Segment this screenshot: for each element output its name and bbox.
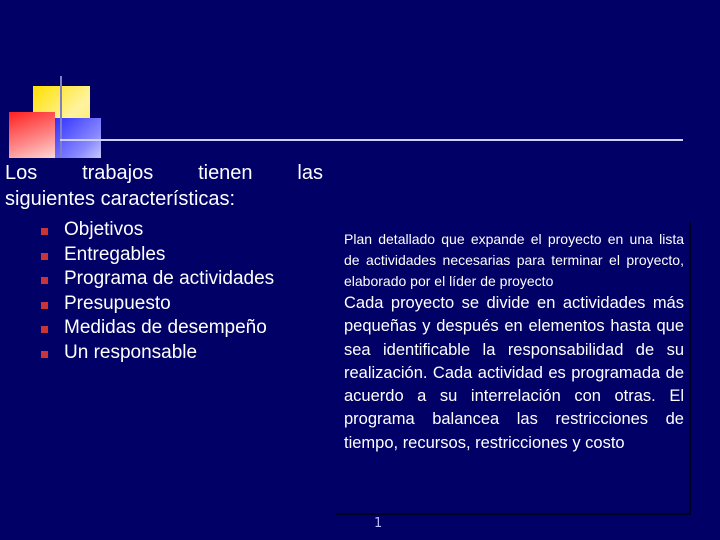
intro-line-1 [5,160,323,186]
list-item [40,267,274,292]
intro-word: tienen [198,162,253,184]
list-item-label: Un responsable [64,341,198,363]
list-item-label: Medidas de desempeño [64,317,267,338]
list-item [40,243,274,268]
bullet-icon [41,351,48,358]
intro-word: trabajos [82,162,154,184]
list-item-label: Programa de actividades [64,268,275,289]
intro-text [5,160,323,212]
list-item-label: Entregables [64,243,166,265]
description-textbox [334,220,689,513]
list-item [40,341,274,366]
list-item [40,316,274,341]
bullet-icon [41,302,48,309]
bullet-icon [41,277,48,284]
intro-word: Los [5,162,38,184]
intro-line-2: siguientes características: [5,188,236,210]
red-square-icon [9,112,55,158]
plan-definition: Plan detallado que expande el proyecto en una lista de actividades necesarias para terminar el proyecto, elaborado por el líder de proyecto [344,231,684,289]
list-item-label: Presupuesto [64,292,171,314]
vertical-rule [60,76,62,158]
list-item [40,292,274,317]
title-rule [60,139,683,141]
list-item [40,218,274,243]
page-number: 1 [374,516,383,531]
bullet-icon [41,253,48,260]
bullet-icon [41,228,48,235]
characteristics-list [40,218,274,365]
list-item-label: Objetivos [64,219,144,240]
bullet-icon [41,326,48,333]
intro-word: las [297,162,323,184]
plan-explanation: Cada proyecto se divide en actividades más pequeñas y después en elementos hasta que sea identificable la responsabilidad de su realización. Cada actividad es programada de acuerdo a su interrelación con otras. El programa balancea las restricciones de tiempo, recursos, restricciones y costo [344,294,684,452]
